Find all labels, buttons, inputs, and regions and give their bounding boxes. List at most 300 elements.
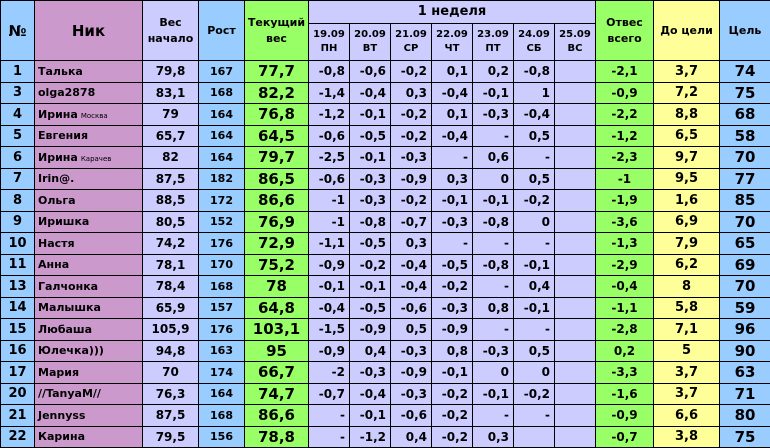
table-body: [1, 61, 770, 448]
cell-nick: [35, 254, 143, 276]
cell-to-goal: 3,7: [654, 61, 720, 83]
header-day-date: 19.09: [309, 28, 349, 42]
cell-goal: 70: [720, 276, 770, 298]
cell-goal: 75: [720, 426, 770, 448]
nick-name: Любаша: [38, 323, 92, 336]
nick-name: //TanyaM//: [38, 387, 101, 400]
cell-weight-start: 80,5: [143, 211, 199, 233]
cell-nick: [35, 61, 143, 83]
cell-num: 1: [1, 61, 35, 83]
cell-day-1: -0,3: [350, 362, 391, 384]
header-to-goal: До цели: [654, 1, 720, 61]
cell-weight-start: 78,1: [143, 254, 199, 276]
cell-goal: 68: [720, 104, 770, 126]
cell-height: 176: [199, 319, 245, 341]
cell-day-4: -: [473, 125, 514, 147]
table-row: [1, 82, 770, 104]
cell-weight-start: 87,5: [143, 168, 199, 190]
cell-day-5: 0: [514, 362, 555, 384]
cell-nick: [35, 233, 143, 255]
cell-current-weight: 66,7: [245, 362, 309, 384]
cell-current-weight: 95: [245, 340, 309, 362]
cell-nick: [35, 211, 143, 233]
cell-day-4: -0,3: [473, 340, 514, 362]
cell-day-6: [555, 233, 596, 255]
header-day-dow: ЧТ: [432, 42, 472, 56]
table-row: [1, 147, 770, 169]
cell-current-weight: 76,9: [245, 211, 309, 233]
cell-day-1: 0,4: [350, 340, 391, 362]
nick-name: Галчонка: [38, 280, 98, 293]
cell-height: 164: [199, 147, 245, 169]
cell-day-3: -0,9: [432, 319, 473, 341]
cell-day-3: 0,1: [432, 104, 473, 126]
cell-current-weight: 86,6: [245, 190, 309, 212]
cell-weight-start: 88,5: [143, 190, 199, 212]
cell-height: 163: [199, 340, 245, 362]
header-day-dow: ВС: [555, 42, 595, 56]
header-day-3: [432, 24, 473, 61]
cell-day-1: -0,4: [350, 383, 391, 405]
nick-name: Jennyss: [38, 409, 85, 422]
cell-to-goal: 6,9: [654, 211, 720, 233]
nick-name: Талька: [38, 65, 83, 78]
cell-num: 9: [1, 211, 35, 233]
cell-weight-start: 94,8: [143, 340, 199, 362]
cell-nick: [35, 340, 143, 362]
cell-current-weight: 75,2: [245, 254, 309, 276]
cell-day-0: -: [309, 426, 350, 448]
cell-day-2: -0,9: [391, 168, 432, 190]
cell-total-loss: -2,9: [596, 254, 654, 276]
nick-name: Мария: [38, 366, 79, 379]
cell-day-6: [555, 276, 596, 298]
cell-total-loss: -0,7: [596, 426, 654, 448]
cell-height: 174: [199, 362, 245, 384]
table-row: [1, 319, 770, 341]
header-current-weight: Текущий вес: [245, 1, 309, 61]
nick-name: olga2878: [38, 86, 95, 99]
cell-nick: [35, 383, 143, 405]
cell-day-6: [555, 211, 596, 233]
cell-nick: [35, 297, 143, 319]
table-row: [1, 233, 770, 255]
nick-city: Карачев: [81, 155, 112, 163]
cell-goal: 70: [720, 211, 770, 233]
cell-day-1: -1,2: [350, 426, 391, 448]
cell-day-2: 0,3: [391, 233, 432, 255]
cell-day-6: [555, 297, 596, 319]
cell-total-loss: -2,1: [596, 61, 654, 83]
cell-to-goal: 5: [654, 340, 720, 362]
cell-day-4: -0,8: [473, 254, 514, 276]
cell-to-goal: 3,7: [654, 362, 720, 384]
cell-to-goal: 1,6: [654, 190, 720, 212]
cell-to-goal: 7,2: [654, 82, 720, 104]
cell-day-2: -0,2: [391, 61, 432, 83]
cell-total-loss: -1: [596, 168, 654, 190]
cell-day-2: 0,5: [391, 319, 432, 341]
cell-day-1: -0,8: [350, 211, 391, 233]
cell-nick: [35, 147, 143, 169]
cell-to-goal: 9,7: [654, 147, 720, 169]
cell-num: 4: [1, 104, 35, 126]
cell-weight-start: 87,5: [143, 405, 199, 427]
header-day-date: 24.09: [514, 28, 554, 42]
cell-day-6: [555, 61, 596, 83]
cell-height: 168: [199, 276, 245, 298]
cell-day-2: -0,2: [391, 190, 432, 212]
header-day-1: [350, 24, 391, 61]
header-goal: Цель: [720, 1, 770, 61]
cell-day-6: [555, 190, 596, 212]
cell-day-0: -0,9: [309, 254, 350, 276]
header-day-0: [309, 24, 350, 61]
header-day-date: 25.09: [555, 28, 595, 42]
header-day-date: 21.09: [391, 28, 431, 42]
cell-day-1: -0,6: [350, 61, 391, 83]
cell-total-loss: -3,6: [596, 211, 654, 233]
cell-day-3: 0,1: [432, 61, 473, 83]
cell-weight-start: 65,7: [143, 125, 199, 147]
cell-num: 10: [1, 233, 35, 255]
cell-goal: 69: [720, 254, 770, 276]
cell-day-4: -: [473, 319, 514, 341]
cell-day-4: -0,8: [473, 211, 514, 233]
cell-total-loss: -1,6: [596, 383, 654, 405]
cell-day-0: -1,4: [309, 82, 350, 104]
cell-day-6: [555, 168, 596, 190]
cell-day-5: -: [514, 147, 555, 169]
cell-day-5: -: [514, 405, 555, 427]
cell-height: 152: [199, 211, 245, 233]
header-day-dow: ПН: [309, 42, 349, 56]
header-day-date: 22.09: [432, 28, 472, 42]
cell-goal: 75: [720, 82, 770, 104]
cell-height: 168: [199, 405, 245, 427]
cell-day-3: -: [432, 233, 473, 255]
cell-day-3: -0,5: [432, 254, 473, 276]
cell-num: 7: [1, 168, 35, 190]
cell-nick: [35, 362, 143, 384]
cell-goal: 59: [720, 297, 770, 319]
cell-day-5: 0,5: [514, 125, 555, 147]
cell-to-goal: 7,1: [654, 319, 720, 341]
header-day-dow: СБ: [514, 42, 554, 56]
cell-day-0: -2,5: [309, 147, 350, 169]
cell-day-2: 0,4: [391, 426, 432, 448]
cell-day-6: [555, 362, 596, 384]
cell-day-0: -1,1: [309, 233, 350, 255]
cell-current-weight: 78,8: [245, 426, 309, 448]
cell-day-6: [555, 340, 596, 362]
cell-day-3: -0,2: [432, 276, 473, 298]
cell-day-2: -0,4: [391, 276, 432, 298]
cell-goal: 65: [720, 233, 770, 255]
header-week: 1 неделя: [309, 1, 596, 24]
cell-day-1: -0,1: [350, 104, 391, 126]
cell-weight-start: 82: [143, 147, 199, 169]
cell-nick: [35, 125, 143, 147]
cell-day-2: -0,3: [391, 383, 432, 405]
cell-day-0: -0,4: [309, 297, 350, 319]
table-row: [1, 340, 770, 362]
cell-weight-start: 70: [143, 362, 199, 384]
cell-day-1: -0,3: [350, 190, 391, 212]
cell-day-3: -0,4: [432, 125, 473, 147]
table-row: [1, 254, 770, 276]
cell-day-2: -0,9: [391, 362, 432, 384]
header-day-date: 23.09: [473, 28, 513, 42]
cell-total-loss: -1,9: [596, 190, 654, 212]
cell-num: 6: [1, 147, 35, 169]
nick-name: Малышка: [38, 301, 101, 314]
header-total-loss: Отвес всего: [596, 1, 654, 61]
cell-current-weight: 86,5: [245, 168, 309, 190]
cell-day-5: -0,1: [514, 297, 555, 319]
cell-day-5: [514, 426, 555, 448]
cell-day-5: 0: [514, 211, 555, 233]
cell-nick: [35, 190, 143, 212]
cell-day-1: -0,4: [350, 82, 391, 104]
header-day-2: [391, 24, 432, 61]
cell-nick: [35, 104, 143, 126]
table-row: [1, 125, 770, 147]
cell-goal: 80: [720, 405, 770, 427]
cell-day-3: -0,2: [432, 383, 473, 405]
cell-goal: 63: [720, 362, 770, 384]
cell-day-6: [555, 383, 596, 405]
cell-height: 164: [199, 104, 245, 126]
cell-goal: 90: [720, 340, 770, 362]
cell-day-1: -0,5: [350, 297, 391, 319]
cell-weight-start: 76,3: [143, 383, 199, 405]
cell-current-weight: 64,8: [245, 297, 309, 319]
header-height: Рост: [199, 1, 245, 61]
cell-current-weight: 78: [245, 276, 309, 298]
cell-goal: 70: [720, 147, 770, 169]
cell-height: 157: [199, 297, 245, 319]
cell-day-6: [555, 104, 596, 126]
cell-goal: 58: [720, 125, 770, 147]
cell-day-2: -0,3: [391, 340, 432, 362]
nick-name: Иришка: [38, 215, 89, 228]
cell-to-goal: 6,6: [654, 405, 720, 427]
cell-day-4: 0,3: [473, 426, 514, 448]
cell-nick: [35, 168, 143, 190]
table-row: [1, 297, 770, 319]
cell-day-5: -: [514, 319, 555, 341]
cell-goal: 77: [720, 168, 770, 190]
cell-current-weight: 86,6: [245, 405, 309, 427]
cell-height: 182: [199, 168, 245, 190]
header-nick: Ник: [35, 1, 143, 61]
nick-name: Настя: [38, 237, 75, 250]
cell-current-weight: 103,1: [245, 319, 309, 341]
cell-weight-start: 74,2: [143, 233, 199, 255]
header-day-date: 20.09: [350, 28, 390, 42]
cell-nick: [35, 319, 143, 341]
cell-to-goal: 3,7: [654, 383, 720, 405]
cell-num: 14: [1, 297, 35, 319]
cell-total-loss: -3,3: [596, 362, 654, 384]
cell-total-loss: -1,2: [596, 125, 654, 147]
table-row: [1, 104, 770, 126]
cell-weight-start: 79,5: [143, 426, 199, 448]
cell-day-3: -0,3: [432, 297, 473, 319]
cell-current-weight: 79,7: [245, 147, 309, 169]
cell-day-3: 0,3: [432, 168, 473, 190]
cell-goal: 96: [720, 319, 770, 341]
header-day-5: [514, 24, 555, 61]
cell-day-5: 0,5: [514, 340, 555, 362]
cell-day-0: -0,8: [309, 61, 350, 83]
cell-to-goal: 8,8: [654, 104, 720, 126]
cell-num: 17: [1, 362, 35, 384]
cell-day-0: -0,7: [309, 383, 350, 405]
cell-nick: [35, 82, 143, 104]
header-day-dow: ПТ: [473, 42, 513, 56]
nick-city: Москва: [81, 112, 108, 120]
cell-day-4: -0,3: [473, 104, 514, 126]
cell-day-5: -0,2: [514, 190, 555, 212]
cell-num: 13: [1, 276, 35, 298]
cell-weight-start: 83,1: [143, 82, 199, 104]
nick-name: Ольга: [38, 194, 76, 207]
cell-day-4: 0,2: [473, 61, 514, 83]
cell-day-5: -: [514, 233, 555, 255]
cell-day-5: -0,2: [514, 383, 555, 405]
cell-day-1: -0,1: [350, 276, 391, 298]
table-row: [1, 276, 770, 298]
cell-weight-start: 79,8: [143, 61, 199, 83]
cell-day-0: -1: [309, 190, 350, 212]
cell-total-loss: -1,1: [596, 297, 654, 319]
cell-height: 167: [199, 61, 245, 83]
cell-day-4: -: [473, 276, 514, 298]
cell-height: 168: [199, 82, 245, 104]
cell-day-1: -0,1: [350, 147, 391, 169]
cell-day-3: -: [432, 147, 473, 169]
cell-num: 16: [1, 340, 35, 362]
cell-day-1: -0,1: [350, 405, 391, 427]
cell-day-3: -0,1: [432, 190, 473, 212]
cell-goal: 74: [720, 61, 770, 83]
cell-to-goal: 6,5: [654, 125, 720, 147]
cell-day-4: 0: [473, 362, 514, 384]
nick-name: Irin@.: [38, 172, 74, 185]
table-row: [1, 383, 770, 405]
cell-num: 8: [1, 190, 35, 212]
cell-day-3: 0,8: [432, 340, 473, 362]
header-num: №: [1, 1, 35, 61]
cell-num: 5: [1, 125, 35, 147]
cell-day-2: -0,6: [391, 297, 432, 319]
cell-day-5: -0,4: [514, 104, 555, 126]
cell-day-2: -0,2: [391, 104, 432, 126]
cell-total-loss: -2,3: [596, 147, 654, 169]
cell-total-loss: -2,2: [596, 104, 654, 126]
cell-day-1: -0,9: [350, 319, 391, 341]
cell-weight-start: 79: [143, 104, 199, 126]
cell-day-6: [555, 147, 596, 169]
cell-day-2: -0,4: [391, 254, 432, 276]
cell-day-1: -0,2: [350, 254, 391, 276]
cell-day-1: -0,5: [350, 233, 391, 255]
table-row: [1, 426, 770, 448]
cell-day-4: -: [473, 233, 514, 255]
cell-day-3: -0,4: [432, 82, 473, 104]
cell-day-6: [555, 254, 596, 276]
cell-day-2: -0,2: [391, 125, 432, 147]
header-day-dow: ВТ: [350, 42, 390, 56]
cell-day-3: -0,2: [432, 426, 473, 448]
cell-day-0: -1: [309, 211, 350, 233]
cell-day-5: 0,5: [514, 168, 555, 190]
cell-height: 156: [199, 426, 245, 448]
table-row: [1, 61, 770, 83]
cell-to-goal: 5,8: [654, 297, 720, 319]
cell-day-4: 0: [473, 168, 514, 190]
table-header: [1, 1, 770, 61]
cell-day-6: [555, 405, 596, 427]
cell-day-6: [555, 82, 596, 104]
cell-day-5: 1: [514, 82, 555, 104]
cell-to-goal: 8: [654, 276, 720, 298]
cell-num: 11: [1, 254, 35, 276]
cell-current-weight: 74,7: [245, 383, 309, 405]
cell-height: 172: [199, 190, 245, 212]
cell-day-4: -0,1: [473, 383, 514, 405]
cell-current-weight: 64,5: [245, 125, 309, 147]
cell-current-weight: 72,9: [245, 233, 309, 255]
cell-total-loss: -1,3: [596, 233, 654, 255]
cell-num: 22: [1, 426, 35, 448]
cell-day-6: [555, 426, 596, 448]
table-row: [1, 190, 770, 212]
nick-name: Ирина: [38, 151, 78, 164]
cell-height: 176: [199, 233, 245, 255]
cell-day-4: 0,6: [473, 147, 514, 169]
cell-total-loss: -0,9: [596, 405, 654, 427]
cell-day-4: -0,1: [473, 190, 514, 212]
cell-day-4: -: [473, 405, 514, 427]
cell-nick: [35, 426, 143, 448]
cell-day-2: -0,7: [391, 211, 432, 233]
nick-name: Юлечка))): [38, 344, 104, 357]
cell-to-goal: 3,8: [654, 426, 720, 448]
cell-day-0: -1,5: [309, 319, 350, 341]
cell-goal: 71: [720, 383, 770, 405]
cell-current-weight: 82,2: [245, 82, 309, 104]
cell-num: 21: [1, 405, 35, 427]
cell-weight-start: 105,9: [143, 319, 199, 341]
cell-day-0: -0,6: [309, 168, 350, 190]
cell-day-2: -0,3: [391, 147, 432, 169]
header-weight-start: Вес начало: [143, 1, 199, 61]
cell-num: 20: [1, 383, 35, 405]
nick-name: Евгения: [38, 129, 88, 142]
table-row: [1, 405, 770, 427]
cell-height: 164: [199, 125, 245, 147]
cell-to-goal: 7,9: [654, 233, 720, 255]
table-row: [1, 168, 770, 190]
cell-day-1: -0,3: [350, 168, 391, 190]
cell-day-1: -0,5: [350, 125, 391, 147]
cell-day-0: -0,1: [309, 276, 350, 298]
nick-name: Анна: [38, 258, 69, 271]
cell-num: 15: [1, 319, 35, 341]
